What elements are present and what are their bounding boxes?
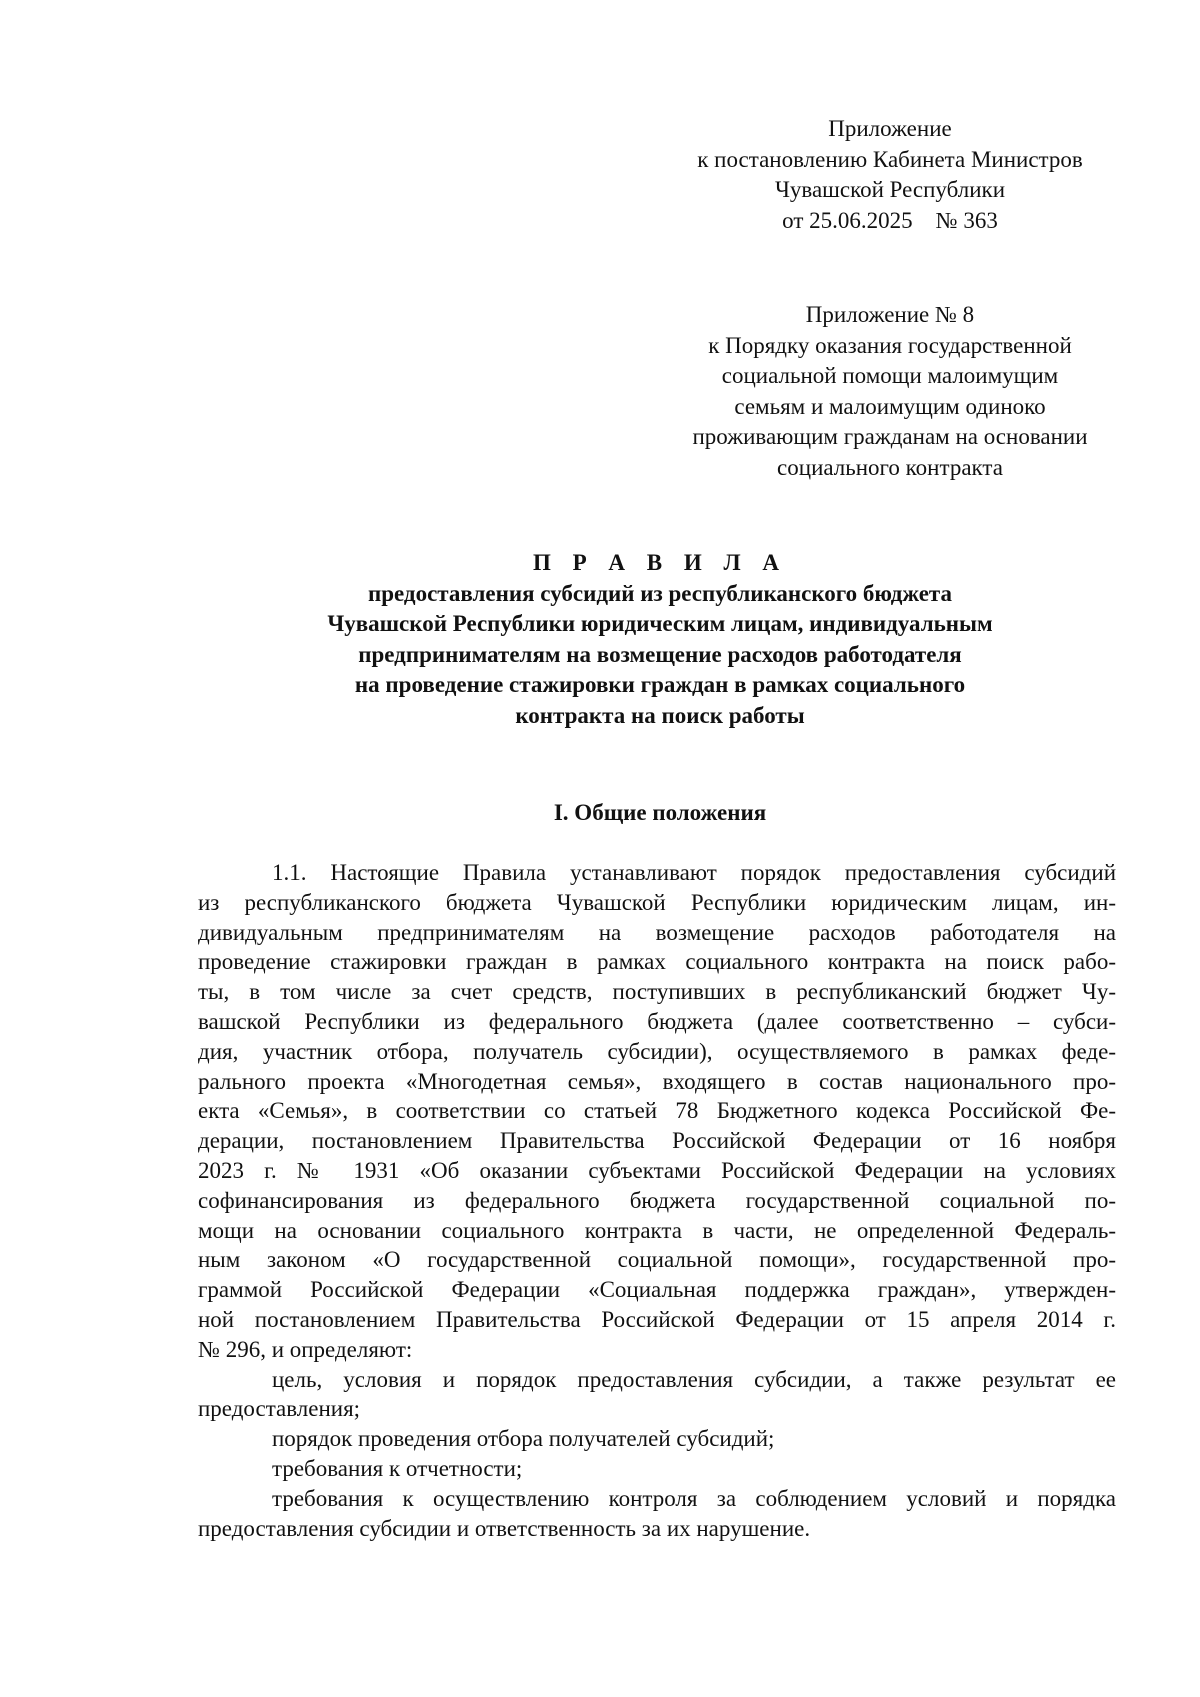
paragraph-line: ным законом «О государственной социальной помощи», государственной про- (198, 1247, 1116, 1273)
annex-8-line: к Порядку оказания государственной (708, 332, 1072, 358)
paragraph-line: требования к осуществлению контроля за соблюдением условий и порядка (272, 1485, 1116, 1511)
paragraph-line: дерации, постановлением Правительства Российской Федерации от 16 ноября (198, 1128, 1116, 1154)
paragraph-line: вашской Республики из федерального бюджета (далее соответственно – субси- (198, 1008, 1116, 1034)
document-title (190, 548, 1130, 731)
annex-8-line: семьям и малоимущим одиноко (734, 393, 1046, 419)
title-word: П Р А В И Л А (532, 550, 788, 575)
document-body (198, 858, 1116, 1543)
section-heading: I. Общие положения (553, 800, 767, 825)
paragraph-line: предоставления субсидии и ответственность за их нарушение. (198, 1515, 811, 1541)
paragraph-line: цель, условия и порядок предоставления субсидии, а также результат ее (272, 1366, 1116, 1392)
paragraph-line: дивидуальным предпринимателям на возмещение расходов работодателя на (198, 919, 1116, 945)
annex-main-line: Чувашской Республики (774, 177, 1006, 202)
paragraph-line: 2023 г. № 1931 «Об оказании субъектами Российской Федерации на условиях (198, 1157, 1116, 1183)
paragraph-line: дия, участник отбора, получатель субсидии), осуществляемого в рамках феде- (198, 1038, 1116, 1064)
paragraph-line: граммой Российской Федерации «Социальная поддержка граждан», утвержден- (198, 1277, 1116, 1303)
paragraph-line: мощи на основании социального контракта в части, не определенной Федераль- (198, 1217, 1116, 1243)
paragraph-line: предоставления; (198, 1396, 361, 1422)
annex-8-line: социального контракта (777, 454, 1003, 480)
annex-8-line: социальной помощи малоимущим (721, 363, 1059, 388)
annex-main-line: к постановлению Кабинета Министров (697, 146, 1083, 172)
annex-main-block (660, 114, 1120, 236)
title-line: Чувашской Республики юридическим лицам, индивидуальным (327, 611, 993, 636)
paragraph-line: из республиканского бюджета Чувашской Республики юридическим лицам, ин- (198, 889, 1116, 915)
annex-8-line: проживающим гражданам на основании (692, 424, 1088, 449)
paragraph-line: софинансирования из федерального бюджета государственной социальной по- (198, 1187, 1116, 1213)
paragraph-line: ты, в том числе за счет средств, поступивших в республиканский бюджет Чу- (198, 979, 1116, 1005)
annex-main-date-number: от 25.06.2025 № 363 (782, 207, 998, 233)
paragraph-line: требования к отчетности; (272, 1455, 523, 1481)
annex-8-line: Приложение № 8 (805, 302, 975, 327)
title-line: контракта на поиск работы (515, 702, 805, 728)
paragraph-line: проведение стажировки граждан в рамках социального контракта на поиск рабо- (198, 949, 1116, 975)
paragraph-line: № 296, и определяют: (198, 1336, 413, 1362)
paragraph-line: екта «Семья», в соответствии со статьей 78 Бюджетного кодекса Российской Фе- (198, 1098, 1116, 1124)
title-line: предпринимателям на возмещение расходов работодателя (358, 641, 962, 667)
paragraph-line: 1.1. Настоящие Правила устанавливают порядок предоставления субсидий (272, 860, 1116, 885)
title-line: предоставления субсидий из республиканского бюджета (367, 580, 952, 606)
paragraph-line: порядок проведения отбора получателей субсидий; (272, 1426, 775, 1452)
paragraph-line: ной постановлением Правительства Российской Федерации от 15 апреля 2014 г. (198, 1306, 1116, 1332)
annex-8-block (660, 300, 1120, 483)
paragraph-line: рального проекта «Многодетная семья», входящего в состав национального про- (198, 1068, 1116, 1094)
title-line: на проведение стажировки граждан в рамках социального (354, 672, 966, 697)
annex-main-line: Приложение (828, 116, 952, 141)
